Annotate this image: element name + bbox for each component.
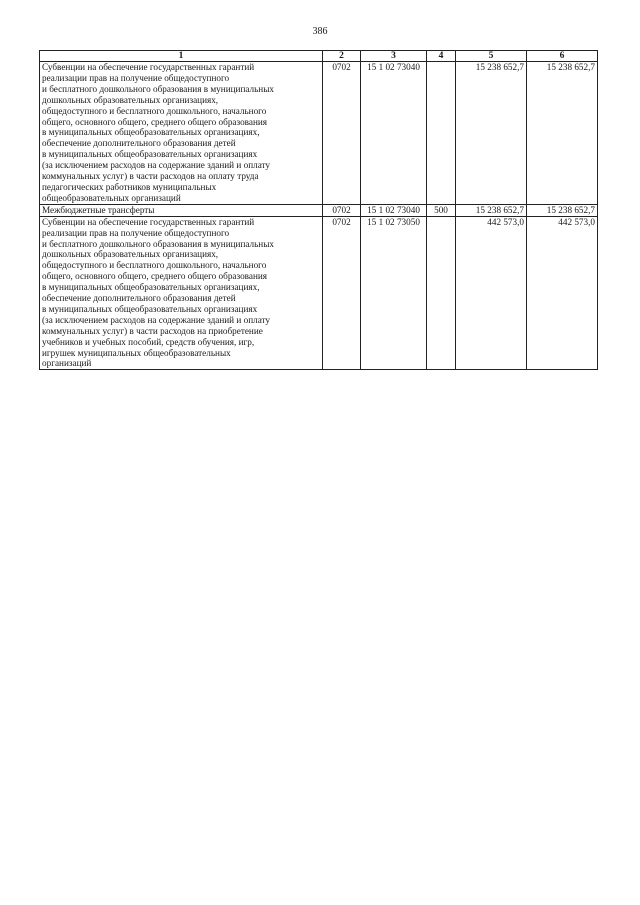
column-header-4: 4 <box>427 51 456 62</box>
budget-table <box>39 50 598 370</box>
cell-c6: 442 573,0 <box>527 216 598 370</box>
page-number: 386 <box>312 26 328 37</box>
cell-name <box>40 204 323 216</box>
cell-name-line: общедоступного и бесплатного дошкольного, начального <box>42 105 267 116</box>
table-row <box>40 62 598 205</box>
cell-name-line: (за исключением расходов на содержание зданий и оплату <box>42 160 271 171</box>
cell-c2: 0702 <box>323 216 361 370</box>
cell-c4 <box>427 62 456 205</box>
cell-name-line: обеспечение дополнительного образования детей <box>42 293 236 304</box>
cell-c6: 15 238 652,7 <box>527 204 598 216</box>
table-row <box>40 216 598 370</box>
cell-name-line: игрушек муниципальных общеобразовательных <box>42 347 231 358</box>
cell-c5: 15 238 652,7 <box>456 204 527 216</box>
cell-name-line: общего, основного общего, среднего общего образования <box>42 116 268 127</box>
column-header-3: 3 <box>361 51 427 62</box>
column-header-6: 6 <box>527 51 598 62</box>
cell-c3: 15 1 02 73040 <box>361 204 427 216</box>
cell-name-line: реализации прав на получение общедоступного <box>42 72 230 83</box>
column-header-2: 2 <box>323 51 361 62</box>
cell-name-line: коммунальных услуг) в части расходов на приобретение <box>42 325 263 336</box>
cell-name-line: учебников и учебных пособий, средств обучения, игр, <box>42 336 255 347</box>
cell-name-line: общего, основного общего, среднего общего образования <box>42 271 268 282</box>
cell-name-line: Субвенции на обеспечение государственных гарантий <box>42 216 255 227</box>
cell-name-line: в муниципальных общеобразовательных организациях <box>42 149 258 160</box>
cell-name-line: (за исключением расходов на содержание зданий и оплату <box>42 314 271 325</box>
table-row <box>40 204 598 216</box>
cell-name-line: в муниципальных общеобразовательных организациях <box>42 303 258 314</box>
cell-c5: 442 573,0 <box>456 216 527 370</box>
cell-name <box>40 62 323 205</box>
table-body <box>40 62 598 370</box>
cell-c2: 0702 <box>323 62 361 205</box>
cell-name-line: общеобразовательных организаций <box>42 192 181 203</box>
cell-name <box>40 216 323 370</box>
cell-c3: 15 1 02 73040 <box>361 62 427 205</box>
cell-name-line: Межбюджетные трансферты <box>42 204 155 215</box>
cell-c6: 15 238 652,7 <box>527 62 598 205</box>
cell-name-line: дошкольных образовательных организациях, <box>42 94 219 105</box>
cell-name-line: обеспечение дополнительного образования детей <box>42 138 236 149</box>
cell-c4: 500 <box>427 204 456 216</box>
table-header-row <box>40 51 598 62</box>
cell-name-line: в муниципальных общеобразовательных организациях, <box>42 127 260 138</box>
column-header-5: 5 <box>456 51 527 62</box>
cell-name-line: и бесплатного дошкольного образования в муниципальных <box>42 83 274 94</box>
cell-name-line: коммунальных услуг) в части расходов на оплату труда <box>42 171 259 182</box>
column-header-1: 1 <box>40 51 323 62</box>
cell-name-line: организаций <box>42 358 92 369</box>
cell-name-line: реализации прав на получение общедоступного <box>42 227 230 238</box>
cell-name-line: педагогических работников муниципальных <box>42 181 217 192</box>
cell-c3: 15 1 02 73050 <box>361 216 427 370</box>
cell-c2: 0702 <box>323 204 361 216</box>
cell-name-line: Субвенции на обеспечение государственных гарантий <box>42 62 255 72</box>
cell-c5: 15 238 652,7 <box>456 62 527 205</box>
cell-name-line: в муниципальных общеобразовательных организациях, <box>42 282 260 293</box>
cell-name-line: и бесплатного дошкольного образования в муниципальных <box>42 238 274 249</box>
cell-c4 <box>427 216 456 370</box>
cell-name-line: дошкольных образовательных организациях, <box>42 249 219 260</box>
cell-name-line: общедоступного и бесплатного дошкольного, начального <box>42 260 267 271</box>
